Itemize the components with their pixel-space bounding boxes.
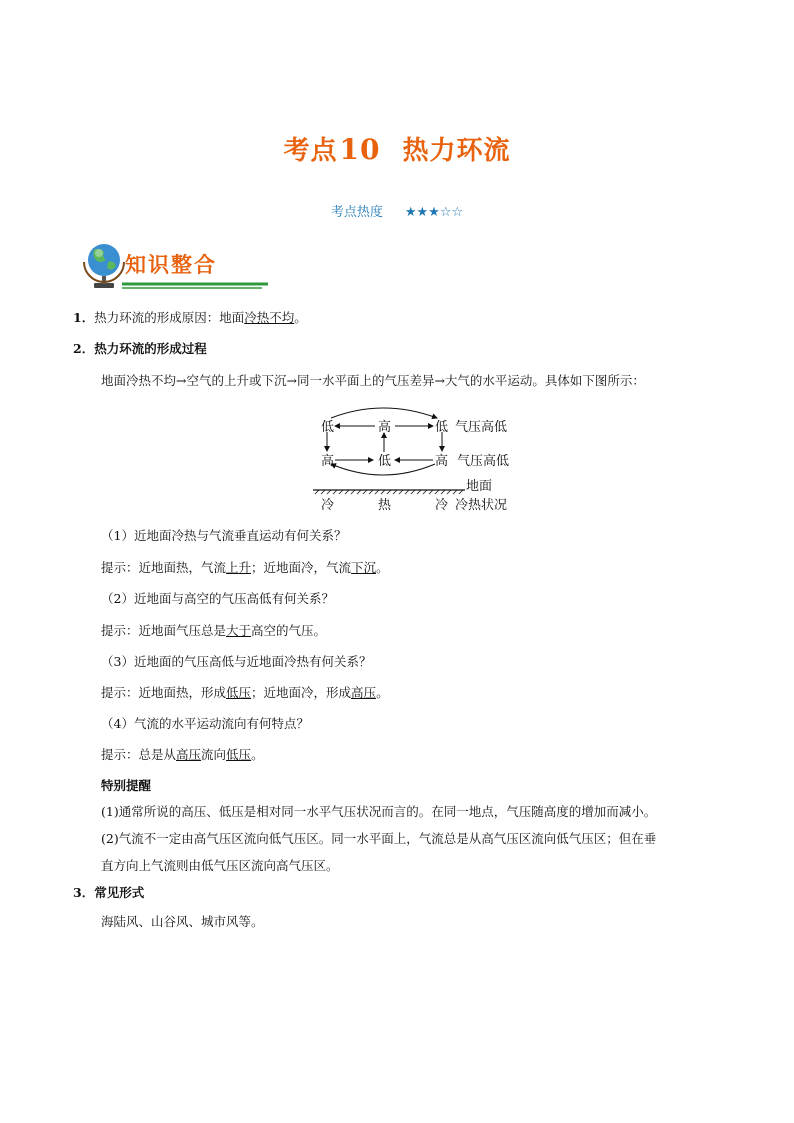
- heat-label: 考点热度: [330, 205, 383, 220]
- note-paragraph-2-line-1: (2)气流不一定由高气压区流向低气压区。同一水平面上，气流总是从高气压区流向低气压区；但在垂: [101, 831, 657, 846]
- answer-2: [101, 622, 326, 640]
- upper-caption: 气压高低: [455, 420, 508, 435]
- note-paragraph-1: (1)通常所说的高压、低压是相对同一水平气压状况而言的。在同一地点，气压随高度的增加而减小。: [101, 804, 657, 819]
- heat-rating: [0, 201, 794, 220]
- underlined-answer: 高压: [351, 685, 377, 700]
- underlined-answer: 大于: [226, 623, 252, 638]
- lower-left-label: 高: [321, 454, 335, 469]
- title-number: 10: [339, 133, 381, 166]
- upper-left-label: 低: [321, 420, 335, 435]
- bottom-label-2: 热: [378, 498, 392, 513]
- underlined-answer: 下沉: [351, 560, 377, 575]
- item-number: 3．: [73, 885, 95, 900]
- answer-text: 提示：近地面气压总是: [101, 623, 227, 638]
- answer-text: 提示：近地面热，形成: [101, 685, 227, 700]
- item-text: 。: [294, 310, 307, 325]
- question-2: （2）近地面与高空的气压高低有何关系？: [101, 591, 334, 606]
- item-3: [73, 884, 144, 902]
- ground-hatching: [315, 490, 463, 494]
- answer-text: ；近地面冷，气流: [251, 560, 352, 575]
- question-1: （1）近地面冷热与气流垂直运动有何关系？: [101, 528, 347, 543]
- item-number: 1．: [73, 310, 95, 325]
- lower-right-label: 高: [435, 454, 449, 469]
- item-text: 热力环流的形成原因：地面: [94, 310, 245, 325]
- section-heading: 知识整合: [125, 253, 217, 277]
- common-forms-text: 海陆风、山谷风、城市风等。: [101, 914, 264, 929]
- underlined-answer: 低压: [226, 747, 252, 762]
- ground-label: 地面: [466, 479, 493, 494]
- answer-text: 提示：近地面热，气流: [101, 560, 227, 575]
- upper-right-label: 低: [435, 420, 449, 435]
- answer-3: [101, 684, 389, 702]
- answer-text: 。: [376, 685, 389, 700]
- underlined-answer: 冷热不均: [244, 310, 295, 325]
- question-4: （4）气流的水平运动流向有何特点？: [101, 716, 309, 731]
- answer-text: 高空的气压。: [251, 623, 327, 638]
- answer-text: 流向: [201, 747, 227, 762]
- answer-text: 。: [376, 560, 389, 575]
- item-heading: 常见形式: [94, 885, 145, 900]
- title-prefix: 考点: [283, 136, 338, 166]
- answer-text: 提示：总是从: [101, 747, 177, 762]
- item-1: [73, 309, 307, 327]
- item-2: [73, 340, 207, 358]
- answer-4: [101, 746, 264, 764]
- lower-mid-label: 低: [378, 454, 392, 469]
- answer-text: ；近地面冷，形成: [251, 685, 352, 700]
- item-heading: 热力环流的形成过程: [94, 341, 207, 356]
- bottom-label-1: 冷: [321, 498, 335, 513]
- bottom-label-3: 冷: [435, 498, 449, 513]
- page-title: [0, 130, 794, 167]
- bottom-caption: 冷热状况: [455, 498, 508, 513]
- upper-mid-label: 高: [378, 420, 392, 435]
- question-3: （3）近地面的气压高低与近地面冷热有何关系？: [101, 654, 372, 669]
- underlined-answer: 低压: [226, 685, 252, 700]
- answer-text: 。: [251, 747, 264, 762]
- thermal-circulation-diagram: [305, 404, 525, 516]
- item-number: 2．: [73, 341, 95, 356]
- star-rating: ★★★☆☆: [404, 205, 464, 220]
- note-paragraph-2-line-2: 直方向上气流则由低气压区流向高气压区。: [101, 858, 339, 873]
- lower-caption: 气压高低: [457, 454, 510, 469]
- title-topic: 热力环流: [402, 136, 511, 166]
- answer-1: [101, 559, 389, 577]
- globe-icon: [84, 244, 124, 288]
- underlined-answer: 上升: [226, 560, 252, 575]
- underlined-answer: 高压: [176, 747, 202, 762]
- note-heading: 特别提醒: [101, 778, 152, 793]
- upper-arc: [331, 408, 437, 418]
- intro-text: 地面冷热不均→空气的上升或下沉→同一水平面上的气压差异→大气的水平运动。具体如下图所示：: [101, 373, 645, 388]
